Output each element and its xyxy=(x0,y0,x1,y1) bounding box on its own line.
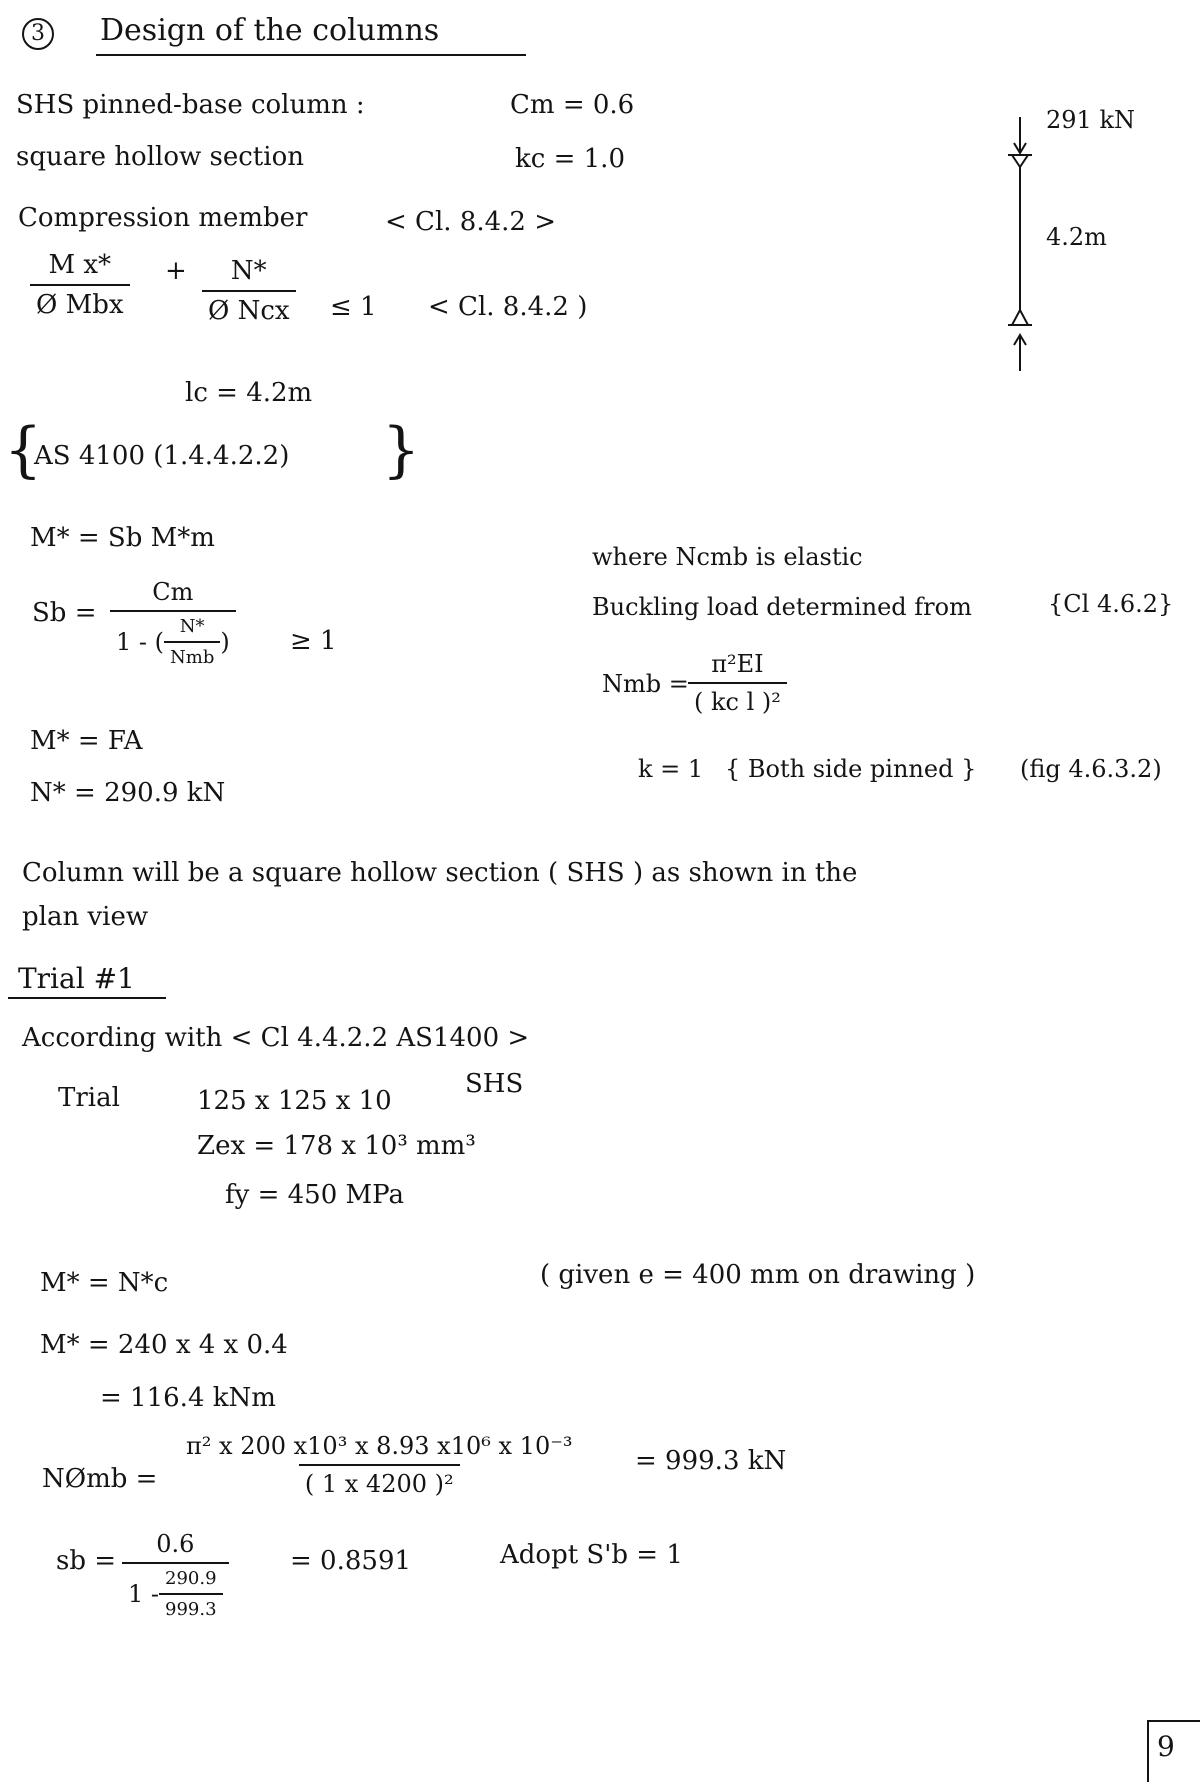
moment-calc-2: = 116.4 kNm xyxy=(100,1383,276,1413)
brace-open: { xyxy=(4,415,43,485)
frac1-numerator: M x* xyxy=(48,250,112,280)
axial-load: N* = 290.9 kN xyxy=(30,778,226,808)
nomb-label: NØmb = xyxy=(42,1464,158,1494)
sb-calc-inner-fraction xyxy=(159,1568,223,1620)
clause-ref-1: < Cl. 8.4.2 > xyxy=(385,207,556,237)
sb-calc-denominator xyxy=(122,1562,229,1620)
trial-label: Trial xyxy=(58,1083,120,1113)
column-description-1: Column will be a square hollow section ( SHS ) as shown in the xyxy=(22,858,858,888)
page-title: Design of the columns xyxy=(100,13,440,48)
trial-shs: SHS xyxy=(465,1069,524,1099)
nmb-label: Nmb = xyxy=(602,670,689,698)
frac2-denominator: Ø Ncx xyxy=(202,290,296,326)
interaction-fraction-2 xyxy=(202,256,296,326)
sb-numerator: Cm xyxy=(152,578,194,606)
moment-equation: M* = Sb M*m xyxy=(30,523,215,553)
top-pin-icon xyxy=(1012,155,1028,167)
frac1-denominator: Ø Mbx xyxy=(30,284,130,320)
brace-right: } xyxy=(1158,590,1174,618)
nomb-fraction xyxy=(180,1432,579,1498)
kc-value: kc = 1.0 xyxy=(515,144,625,174)
sb-calc-result: = 0.8591 xyxy=(290,1546,412,1576)
length-label: 4.2m xyxy=(1046,223,1107,251)
frac2-numerator: N* xyxy=(230,256,267,286)
sb-den-suffix: ) xyxy=(220,628,230,656)
end-condition xyxy=(725,757,976,781)
according-clause: According with < Cl 4.4.2.2 AS1400 > xyxy=(22,1023,530,1053)
end-brace-right: } xyxy=(953,755,977,783)
sb-calc-inner-num: 290.9 xyxy=(165,1568,217,1589)
where-line: where Ncmb is elastic xyxy=(592,543,863,571)
nomb-numerator: π² x 200 x10³ x 8.93 x10⁶ x 10⁻³ xyxy=(186,1432,573,1460)
sb-calc-numerator: 0.6 xyxy=(156,1530,195,1558)
sb-denominator xyxy=(110,610,236,668)
section-modulus: Zex = 178 x 10³ mm³ xyxy=(197,1131,476,1161)
compression-member: Compression member xyxy=(18,203,308,233)
as4100-ref: AS 4100 (1.4.4.2.2) xyxy=(34,441,290,471)
title-underline xyxy=(96,54,526,56)
sb-inner-num: N* xyxy=(179,616,205,637)
intro-line-2: square hollow section xyxy=(16,142,304,172)
sb-den-prefix: 1 - ( xyxy=(116,628,164,656)
clause-ref-2: < Cl. 8.4.2 ) xyxy=(428,292,588,322)
k-value: k = 1 xyxy=(638,755,704,783)
intro-line-1: SHS pinned-base column : xyxy=(16,90,365,120)
eccentricity-note: ( given e = 400 mm on drawing ) xyxy=(540,1260,976,1290)
trial-heading: Trial #1 xyxy=(18,962,135,995)
trial-underline xyxy=(8,997,166,999)
sb-den-inner-fraction xyxy=(164,616,220,668)
adopt-sb: Adopt S'b = 1 xyxy=(500,1540,683,1570)
leq-one: ≤ 1 xyxy=(330,292,377,322)
nomb-result: = 999.3 kN xyxy=(635,1446,787,1476)
sb-calc-den-prefix: 1 - xyxy=(128,1580,160,1608)
column-description-2: plan view xyxy=(22,902,149,932)
moment-calc-1: M* = 240 x 4 x 0.4 xyxy=(40,1330,288,1360)
page-number: 9 xyxy=(1157,1730,1175,1763)
trial-size: 125 x 125 x 10 xyxy=(197,1086,392,1116)
nomb-denominator: ( 1 x 4200 )² xyxy=(299,1464,460,1498)
brace-left: { xyxy=(1048,590,1064,618)
effective-length: lc = 4.2m xyxy=(185,378,313,408)
yield-stress: fy = 450 MPa xyxy=(225,1180,404,1210)
brace-close: } xyxy=(382,415,421,485)
nmb-denominator: ( kc l )² xyxy=(688,682,787,716)
sb-geq-one: ≥ 1 xyxy=(290,626,337,656)
sb-calc-label: sb = xyxy=(56,1546,117,1576)
nmb-fraction xyxy=(688,650,787,716)
figure-ref: (fig 4.6.3.2) xyxy=(1020,755,1162,783)
clause-4-6-2-text: Cl 4.6.2 xyxy=(1063,590,1159,618)
sb-label: Sb = xyxy=(32,598,97,628)
interaction-fraction-1 xyxy=(30,250,130,320)
plus-sign: + xyxy=(165,256,187,286)
section-number: 3 xyxy=(22,18,54,50)
sb-calc-fraction xyxy=(122,1530,229,1620)
sb-fraction xyxy=(110,578,236,668)
cm-value: Cm = 0.6 xyxy=(510,90,635,120)
load-label: 291 kN xyxy=(1046,106,1135,134)
sb-calc-inner-den: 999.3 xyxy=(159,1593,223,1620)
moment-fa: M* = FA xyxy=(30,726,143,756)
buckling-line: Buckling load determined from xyxy=(592,593,972,621)
end-brace-left: { xyxy=(725,755,748,783)
sb-inner-den: Nmb xyxy=(164,641,220,668)
moment-from-load: M* = N*c xyxy=(40,1268,169,1298)
clause-4-6-2 xyxy=(1048,592,1173,616)
bottom-pin-icon xyxy=(1012,310,1028,325)
end-condition-text: Both side pinned xyxy=(747,755,954,783)
nmb-numerator: π²EI xyxy=(711,650,764,678)
